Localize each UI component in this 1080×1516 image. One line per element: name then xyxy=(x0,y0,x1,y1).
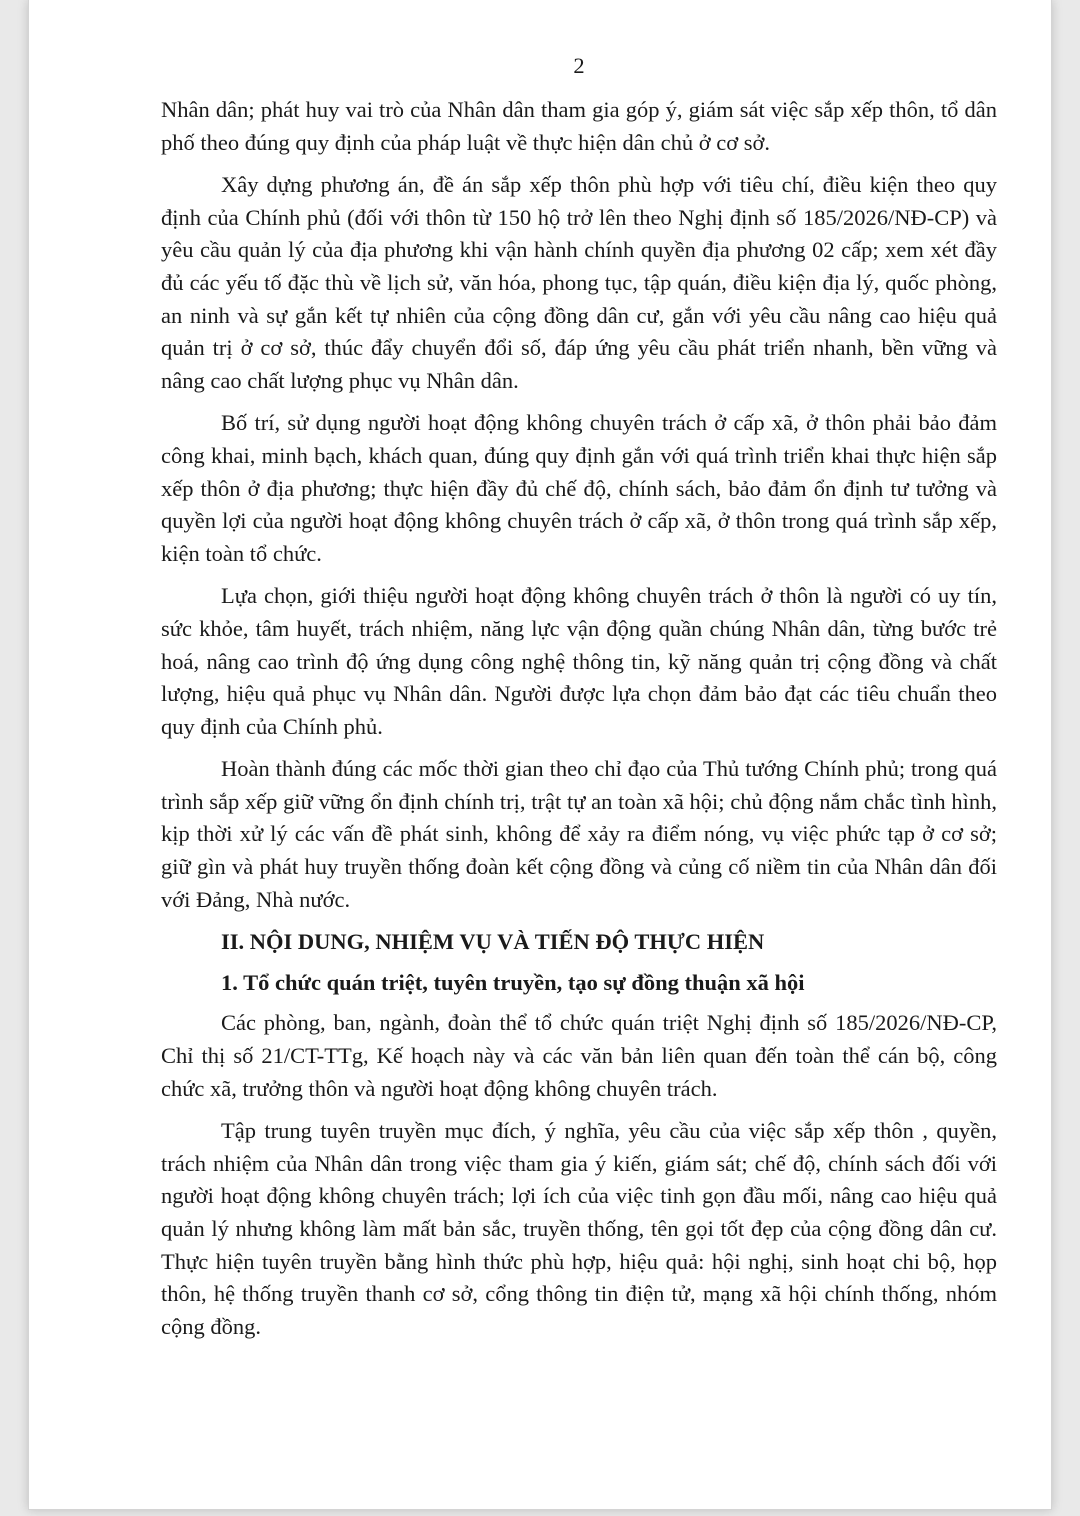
page-number: 2 xyxy=(573,53,585,78)
paragraph: Các phòng, ban, ngành, đoàn thể tổ chức quán triệt Nghị định số 185/2026/NĐ-CP, Chỉ thị số 21/CT-TTg, Kế hoạch này và các văn bản liên quan đến toàn thể cán bộ, công chức xã, trưởng thôn và người hoạt động không chuyên trách. xyxy=(161,1010,997,1101)
paragraph: Hoàn thành đúng các mốc thời gian theo chỉ đạo của Thủ tướng Chính phủ; trong quá trình sắp xếp giữ vững ổn định chính trị, trật tự an toàn xã hội; chủ động nắm chắc tình hình, kịp thời xử lý các vấn đề phát sinh, không để xảy ra điểm nóng, vụ việc phức tạp ở cơ sở; giữ gìn và phát huy truyền thống đoàn kết cộng đồng và củng cố niềm tin của Nhân dân đối với Đảng, Nhà nước. xyxy=(161,756,997,912)
paragraph: Lựa chọn, giới thiệu người hoạt động không chuyên trách ở thôn là người có uy tín, sức khỏe, tâm huyết, trách nhiệm, năng lực vận động quần chúng Nhân dân, từng bước trẻ hoá, nâng cao trình độ ứng dụng công nghệ thông tin, kỹ năng quản trị cộng đồng và chất lượng, hiệu quả phục vụ Nhân dân. Người được lựa chọn đảm bảo đạt các tiêu chuẩn theo quy định của Chính phủ. xyxy=(161,583,997,739)
document-page xyxy=(28,0,1052,1510)
paragraph-continued: Nhân dân; phát huy vai trò của Nhân dân tham gia góp ý, giám sát việc sắp xếp thôn, tổ dân phố theo đúng quy định của pháp luật về thực hiện dân chủ ở cơ sở. xyxy=(161,97,997,155)
document-body xyxy=(161,50,997,1353)
paragraph: Xây dựng phương án, đề án sắp xếp thôn phù hợp với tiêu chí, điều kiện theo quy định của Chính phủ (đối với thôn từ 150 hộ trở lên theo Nghị định số 185/2026/NĐ-CP) và yêu cầu quản lý của địa phương khi vận hành chính quyền địa phương 02 cấp; xem xét đầy đủ các yếu tố đặc thù về lịch sử, văn hóa, phong tục, tập quán, điều kiện địa lý, quốc phòng, an ninh và sự gắn kết tự nhiên của cộng đồng dân cư, gắn với yêu cầu nâng cao hiệu quả quản trị ở cơ sở, thúc đẩy chuyển đổi số, đáp ứng yêu cầu phát triển nhanh, bền vững và nâng cao chất lượng phục vụ Nhân dân. xyxy=(161,172,997,393)
paragraph: Bố trí, sử dụng người hoạt động không chuyên trách ở cấp xã, ở thôn phải bảo đảm công khai, minh bạch, khách quan, đúng quy định gắn với quá trình triển khai thực hiện sắp xếp thôn ở địa phương; thực hiện đầy đủ chế độ, chính sách, bảo đảm ổn định tư tưởng và quyền lợi của người hoạt động không chuyên trách ở cấp xã, ở thôn trong quá trình sắp xếp, kiện toàn tổ chức. xyxy=(161,410,997,566)
subsection-heading: 1. Tổ chức quán triệt, tuyên truyền, tạo sự đồng thuận xã hội xyxy=(221,969,805,995)
section-heading: II. NỘI DUNG, NHIỆM VỤ VÀ TIẾN ĐỘ THỰC HIỆN xyxy=(221,929,765,955)
paragraph: Tập trung tuyên truyền mục đích, ý nghĩa, yêu cầu của việc sắp xếp thôn , quyền, trách nhiệm của Nhân dân trong việc tham gia ý kiến, giám sát; chế độ, chính sách đối với người hoạt động không chuyên trách; lợi ích của việc tinh gọn đầu mối, nâng cao hiệu quả quản lý nhưng không làm mất bản sắc, truyền thống, tên gọi tốt đẹp của cộng đồng dân cư. Thực hiện tuyên truyền bằng hình thức phù hợp, hiệu quả: hội nghị, sinh hoạt chi bộ, họp thôn, hệ thống truyền thanh cơ sở, cổng thông tin điện tử, mạng xã hội chính thống, nhóm cộng đồng. xyxy=(161,1118,997,1339)
